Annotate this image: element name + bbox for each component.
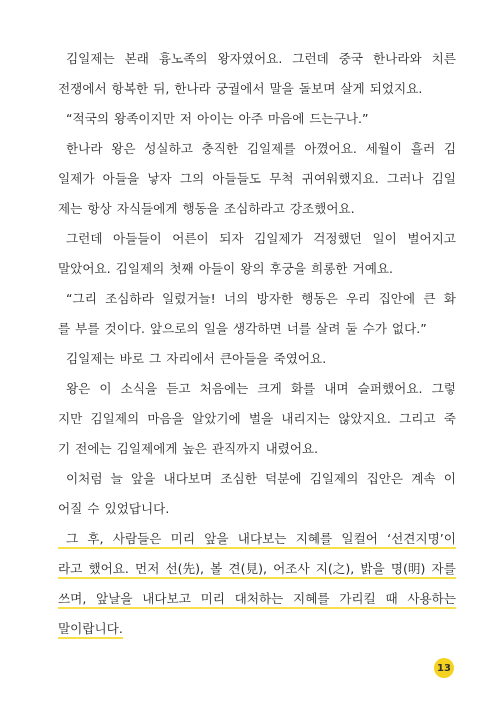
text-line: 왕은 이 소식을 듣고 처음에는 크게 화를 내며 슬퍼했어요. 그렇 <box>66 381 456 396</box>
text-line: “그리 조심하라 일렀거늘! 너의 방자한 행동은 우리 집안에 큰 화 <box>66 291 456 306</box>
text-line: 말이랍니다. <box>58 614 456 644</box>
text-line: 를 부를 것이다. 앞으로의 일을 생각하면 너를 살려 둘 수가 없다.” <box>58 321 427 336</box>
text-line: 이처럼 늘 앞을 내다보며 조심한 덕분에 김일제의 집안은 계속 이 <box>66 471 456 486</box>
text-line: 어질 수 있었답니다. <box>58 501 170 516</box>
text-line: 한나라 왕은 성실하고 충직한 김일제를 아꼈어요. 세월이 흘러 김 <box>66 141 456 156</box>
text-line: 그 후, 사람들은 미리 앞을 내다보는 지혜를 일컬어 ‘선견지명’이 <box>58 524 456 554</box>
text-line: 기 전에는 김일제에게 높은 관직까지 내렸어요. <box>58 441 319 456</box>
story-text <box>58 44 456 644</box>
text-line: 제는 항상 자식들에게 행동을 조심하라고 강조했어요. <box>58 201 355 216</box>
text-line: 말았어요. 김일제의 첫째 아들이 왕의 후궁을 희롱한 거예요. <box>58 261 394 276</box>
text-line: 지만 김일제의 마음을 알았기에 벌을 내리지는 않았지요. 그리고 죽 <box>58 411 456 426</box>
page-number: 13 <box>434 658 454 678</box>
text-line: 전쟁에서 항복한 뒤, 한나라 궁궐에서 말을 돌보며 살게 되었지요. <box>58 81 423 96</box>
text-line: 쓰며, 앞날을 내다보고 미리 대처하는 지혜를 가리킬 때 사용하는 <box>58 584 456 614</box>
text-line: 일제가 아들을 낳자 그의 아들들도 무척 귀여워했지요. 그러나 김일 <box>58 171 456 186</box>
text-line: 김일제는 바로 그 자리에서 큰아들을 죽였어요. <box>66 351 327 366</box>
text-line: “적국의 왕족이지만 저 아이는 아주 마음에 드는구나.” <box>66 111 369 126</box>
text-line: 라고 했어요. 먼저 선(先), 볼 견(見), 어조사 지(之), 밝을 명(明) 자를 <box>58 554 456 584</box>
text-line: 김일제는 본래 흉노족의 왕자였어요. 그런데 중국 한나라와 치른 <box>66 51 456 66</box>
text-line: 그런데 아들들이 어른이 되자 김일제가 걱정했던 일이 벌어지고 <box>66 231 456 246</box>
